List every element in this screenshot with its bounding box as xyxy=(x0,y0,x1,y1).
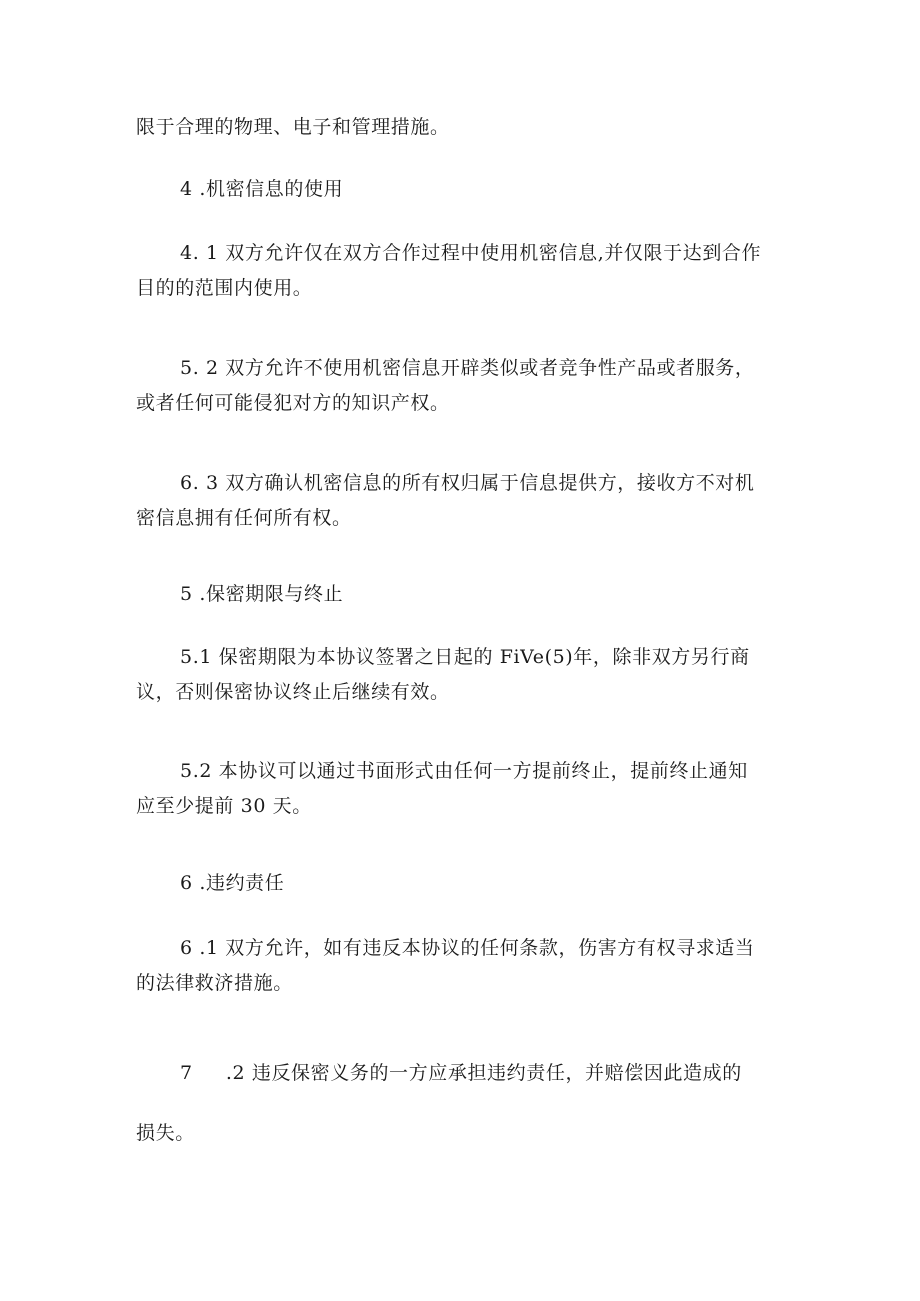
text-line: 5.2 本协议可以通过书面形式由任何一方提前终止，提前终止通知 xyxy=(180,760,748,782)
clause-5-1 xyxy=(136,640,784,710)
text-line: 或者任何可能侵犯对方的知识产权。 xyxy=(136,392,450,414)
clause-4-1 xyxy=(136,236,784,306)
clause-7-2 xyxy=(136,1043,784,1163)
text-line: 6. 3 双方确认机密信息的所有权归属于信息提供方，接收方不对机 xyxy=(180,472,755,494)
clause-5-2b xyxy=(136,754,784,824)
clause-6-1 xyxy=(136,931,784,1001)
text-line: 4 .机密信息的使用 xyxy=(180,178,344,200)
text-line: 限于合理的物理、电子和管理措施。 xyxy=(136,116,450,138)
text-line: 4. 1 双方允许仅在双方合作过程中使用机密信息,并仅限于达到合作 xyxy=(180,242,762,264)
text-line: 应至少提前 30 天。 xyxy=(136,795,312,817)
clause-6-3 xyxy=(136,466,784,536)
text-line: 7 .2 违反保密义务的一方应承担违约责任，并赔偿因此造成的 xyxy=(180,1062,742,1084)
text-line: 5 .保密期限与终止 xyxy=(180,583,344,605)
text-line: 密信息拥有任何所有权。 xyxy=(136,507,352,529)
text-line: 的法律救济措施。 xyxy=(136,972,293,994)
text-line: 5.1 保密期限为本协议签署之日起的 FiVe(5)年，除非双方另行商 xyxy=(180,646,750,668)
text-line: 5. 2 双方允许不使用机密信息开辟类似或者竞争性产品或者服务， xyxy=(180,357,755,379)
text-line: 6 .1 双方允许，如有违反本协议的任何条款，伤害方有权寻求适当 xyxy=(180,937,755,959)
text-line: 目的的范围内使用。 xyxy=(136,277,313,299)
text-line: 议，否则保密协议终止后继续有效。 xyxy=(136,681,450,703)
section-heading-5 xyxy=(136,577,784,612)
text-line: 损失。 xyxy=(136,1122,195,1144)
section-heading-4 xyxy=(136,172,784,207)
clause-5-2 xyxy=(136,351,784,421)
section-heading-6 xyxy=(136,866,784,901)
paragraph-1 xyxy=(136,110,784,145)
text-line: 6 .违约责任 xyxy=(180,872,285,894)
